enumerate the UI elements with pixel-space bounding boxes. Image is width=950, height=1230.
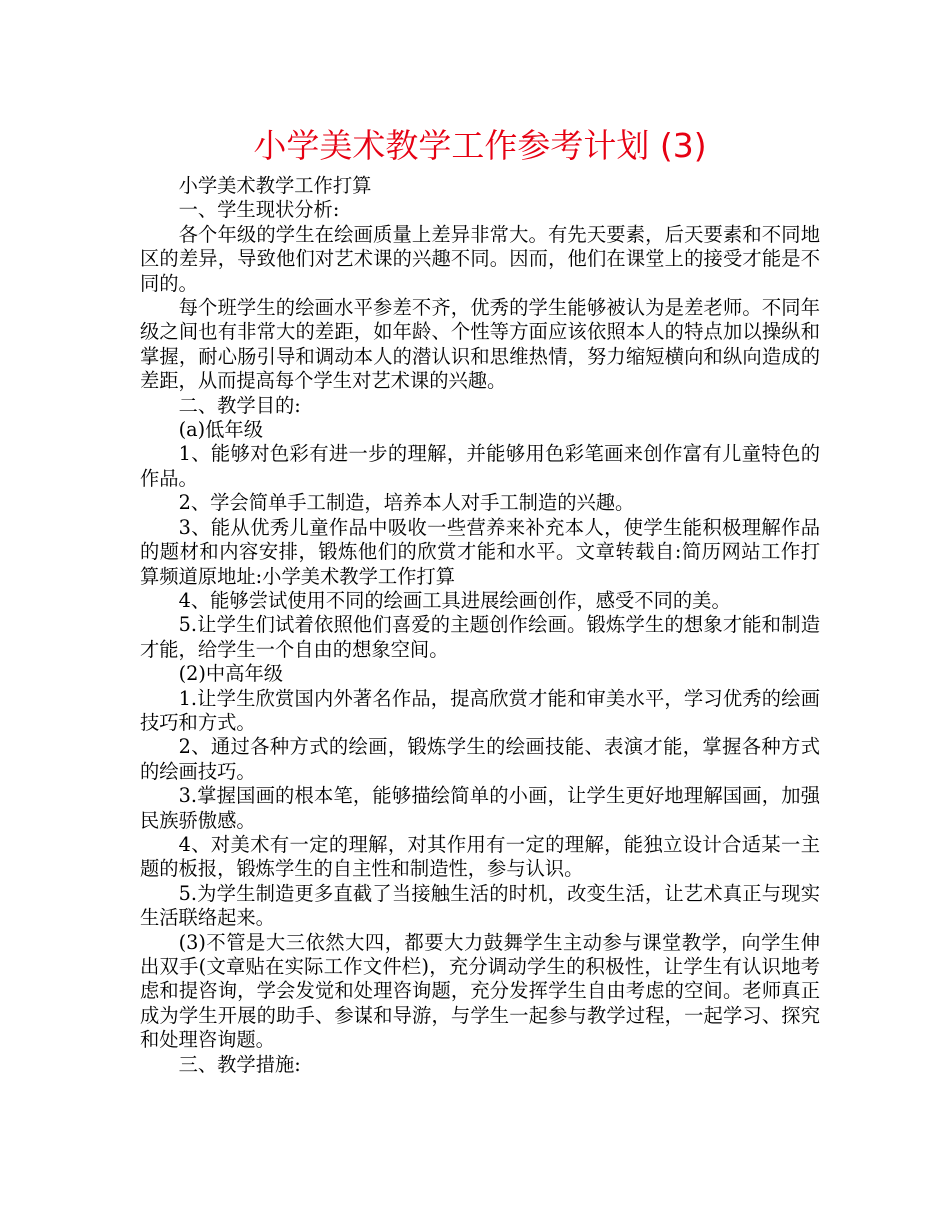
list-item: 3.掌握国画的根本笔，能够描绘简单的小画，让学生更好地理解国画，加强民族骄傲感。 [140, 784, 820, 832]
list-item: 2、学会简单手工制造，培养本人对手工制造的兴趣。 [178, 491, 635, 515]
list-item: 1、能够对色彩有进一步的理解，并能够用色彩笔画来创作富有儿童特色的作品。 [140, 442, 820, 490]
document-title: 小学美术教学工作参考计划 (3) [253, 126, 707, 165]
section-heading: 一、学生现状分析: [178, 198, 340, 222]
list-item: 4、对美术有一定的理解，对其作用有一定的理解，能独立设计合适某一主题的板报，锻炼学生的自主性和制造性，参与认识。 [140, 832, 820, 881]
list-item: 4、能够尝试使用不同的绘画工具进展绘画创作，感受不同的美。 [178, 588, 731, 612]
section-heading: 三、教学措施: [178, 1052, 301, 1076]
section-heading: 二、教学目的: [178, 393, 301, 417]
paragraph: (3)不管是大三依然大四，都要大力鼓舞学生主动参与课堂教学，向学生伸出双手(文章贴在实际工作文件栏)，充分调动学生的积极性，让学生有认识地考虑和提咨询，学会发觉和处理咨询题，充分发挥学生自由考虑的空间。老师真正成为学生开展的助手、参谋和导游，与学生一起参与教学过程，一起学习、探究和处理咨询题。 [140, 930, 820, 1052]
document-body [140, 174, 820, 1077]
list-item: 1.让学生欣赏国内外著名作品，提高欣赏才能和审美水平，学习优秀的绘画技巧和方式。 [140, 686, 820, 734]
subsection-heading: (2)中高年级 [178, 662, 284, 686]
subsection-heading: (a)低年级 [178, 418, 263, 442]
list-item: 3、能从优秀儿童作品中吸收一些营养来补充本人，使学生能积极理解作品的题材和内容安排，锻炼他们的欣赏才能和水平。文章转载自:简历网站工作打算频道原地址:小学美术教学工作打算 [140, 515, 820, 588]
list-item: 2、通过各种方式的绘画，锻炼学生的绘画技能、表演才能，掌握各种方式的绘画技巧。 [140, 735, 820, 783]
paragraph: 每个班学生的绘画水平参差不齐，优秀的学生能够被认为是差老师。不同年级之间也有非常大的差距，如年龄、个性等方面应该依照本人的特点加以操纵和掌握，耐心肠引导和调动本人的潜认识和思维热情，努力缩短横向和纵向造成的差距，从而提高每个学生对艺术课的兴趣。 [140, 296, 820, 393]
paragraph: 小学美术教学工作打算 [178, 174, 372, 197]
list-item: 5.让学生们试着依照他们喜爱的主题创作绘画。锻炼学生的想象才能和制造才能，给学生一个自由的想象空间。 [140, 613, 820, 661]
paragraph: 各个年级的学生在绘画质量上差异非常大。有先天要素，后天要素和不同地区的差异，导致他们对艺术课的兴趣不同。因而，他们在课堂上的接受才能是不同的。 [140, 222, 820, 295]
list-item: 5.为学生制造更多直截了当接触生活的时机，改变生活，让艺术真正与现实生活联络起来。 [140, 881, 820, 930]
